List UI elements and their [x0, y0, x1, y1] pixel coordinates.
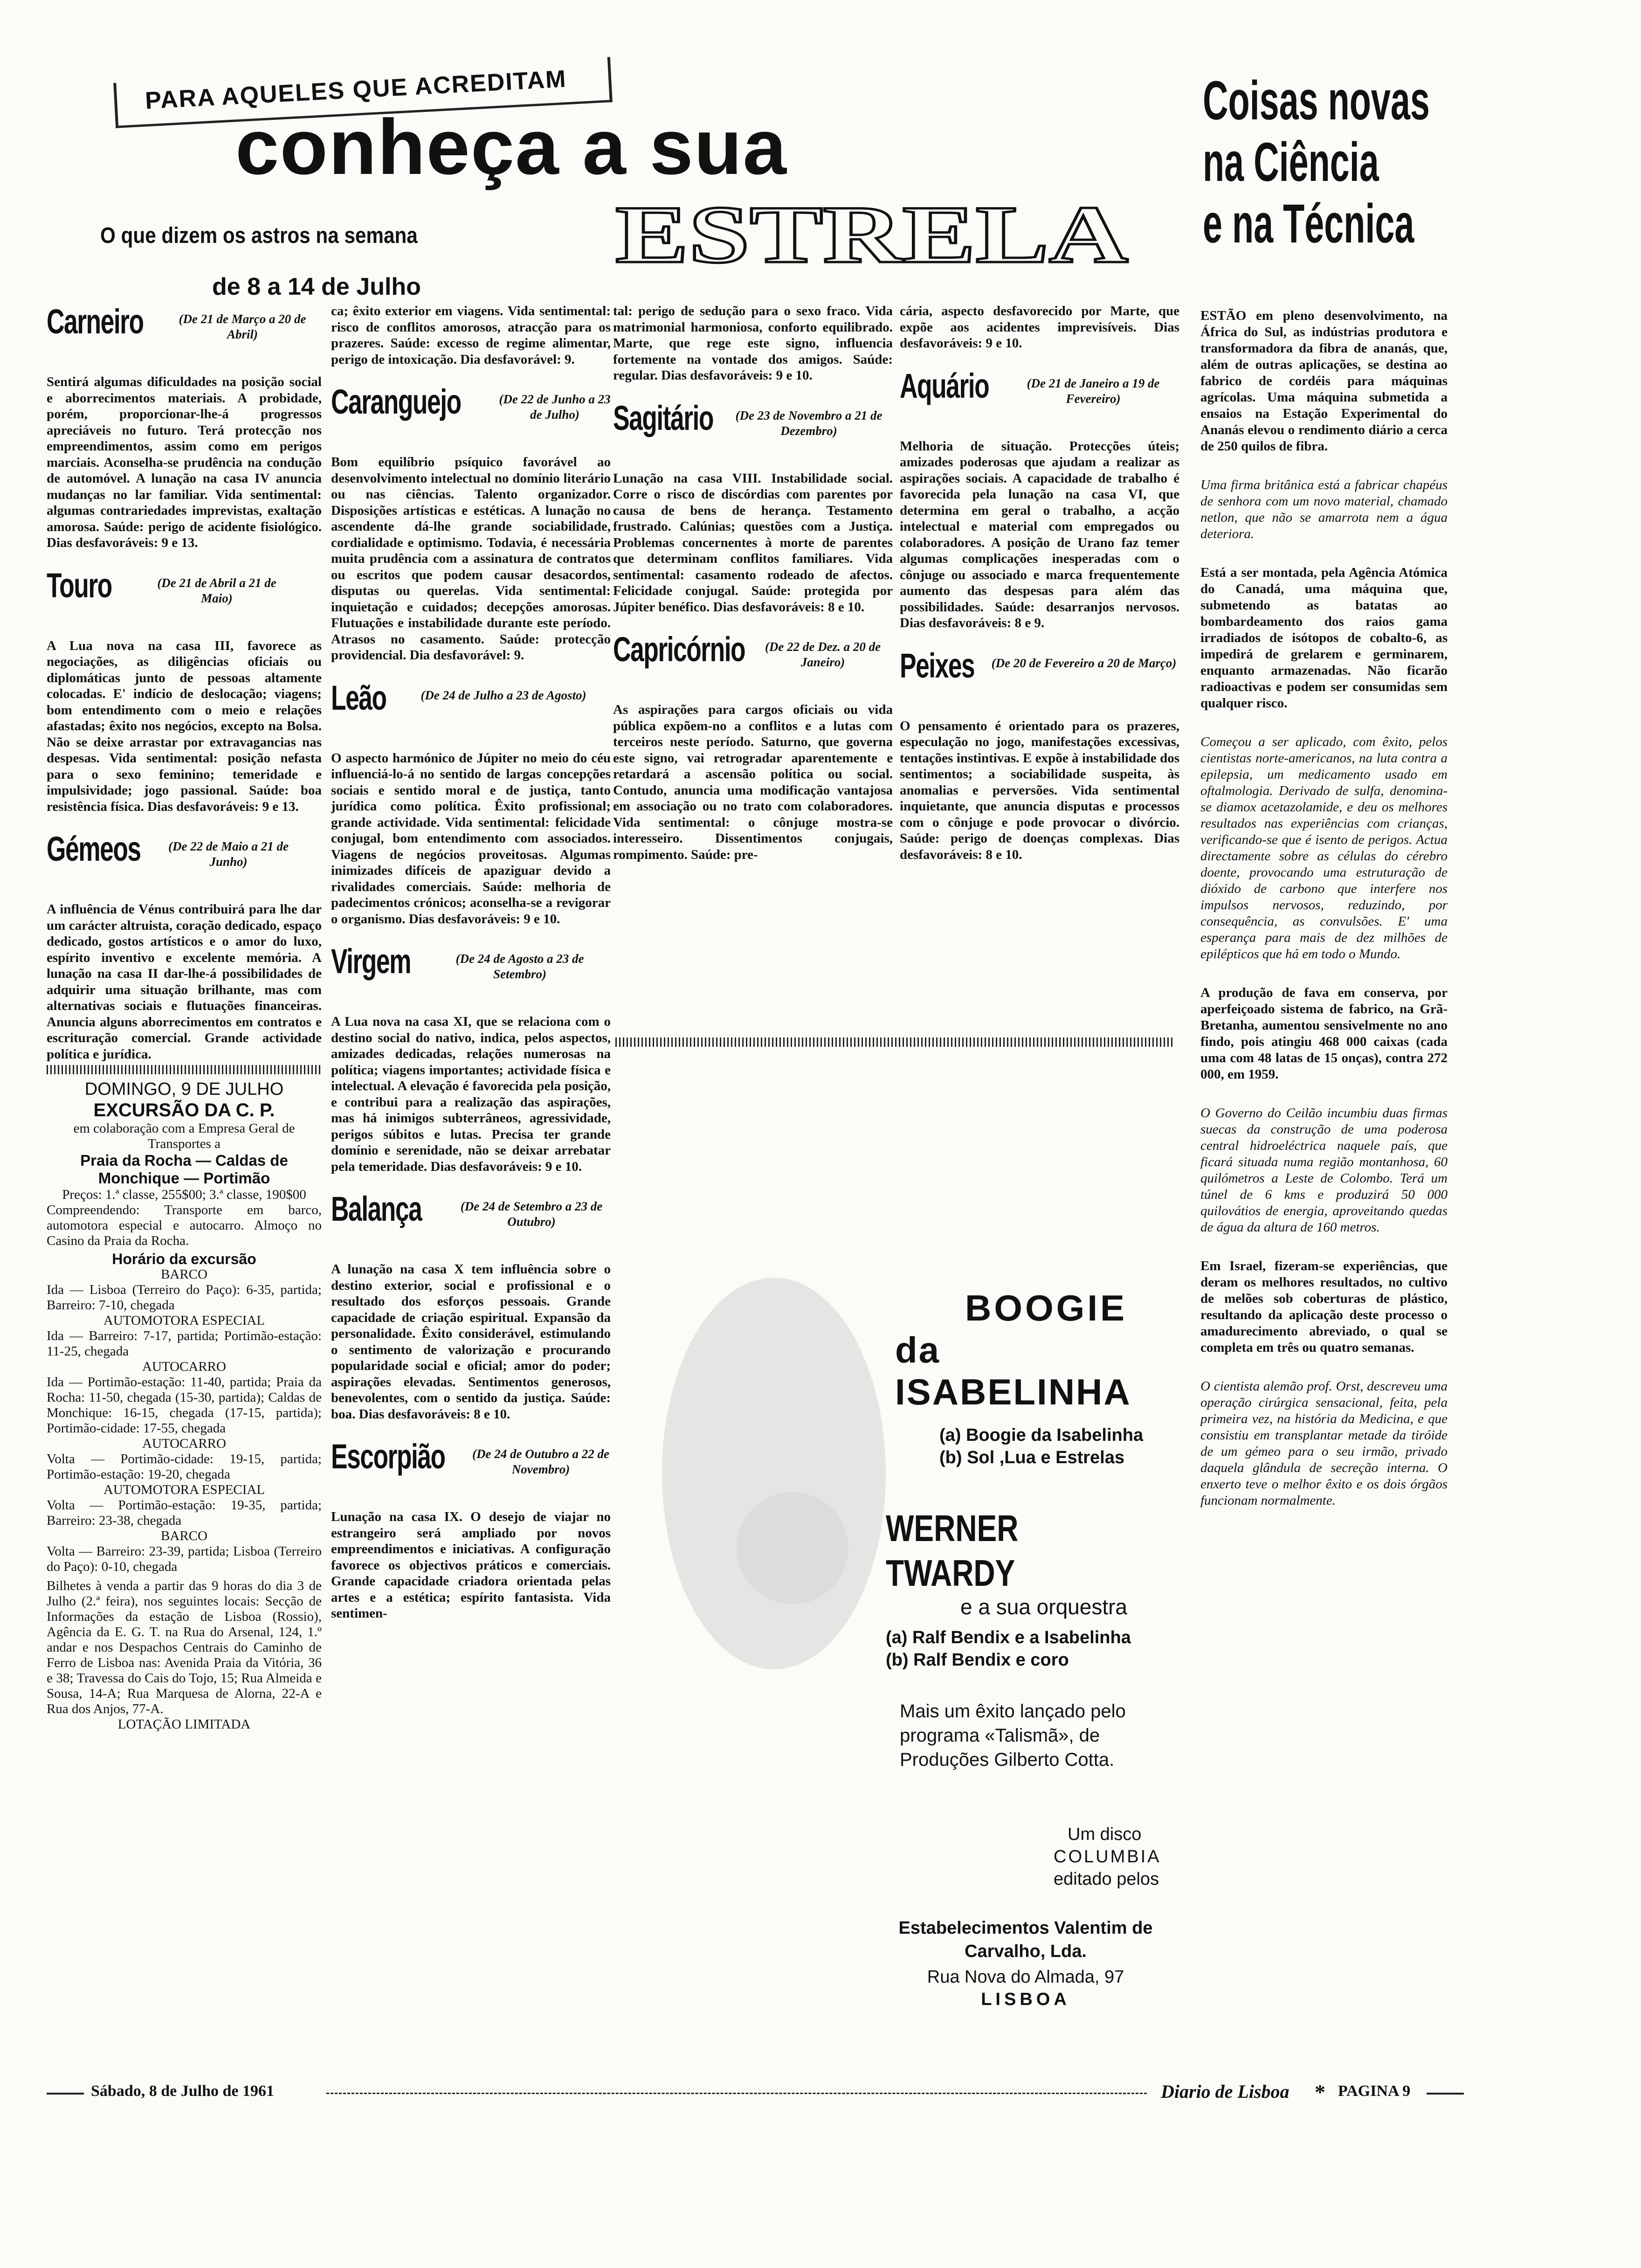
footer-page: PAGINA 9 — [1338, 2082, 1411, 2100]
schedule-mode: AUTOMOTORA ESPECIAL — [103, 1313, 265, 1328]
schedule-mode: AUTOCARRO — [142, 1436, 226, 1451]
record-side-a2: (a) Ralf Bendix e a Isabelinha — [886, 1628, 1131, 1647]
schedule-times: Ida — Barreiro: 7-17, partida; Portimão-estação: 11-25, chegada — [47, 1328, 322, 1359]
schedule-mode: BARCO — [161, 1528, 207, 1543]
science-item: Uma firma britânica está a fabricar chapéus de senhora com um novo material, chamado netlon, que não se amarrota nem a água deteriora. — [1200, 477, 1448, 541]
record-address: Rua Nova do Almada, 97 — [927, 1967, 1124, 1987]
headline-subtitle: O que dizem os astros na semana — [100, 223, 418, 248]
sign-name-leao: Leão — [331, 678, 386, 717]
sign-name-caranguejo: Caranguejo — [331, 382, 461, 421]
sign-dates-leao: (De 24 de Julho a 23 de Agosto) — [421, 688, 586, 702]
sign-dates-gemeos: (De 22 de Maio a 21 de Junho) — [168, 839, 289, 869]
sign-text-sagitario: Lunação na casa VIII. Instabilidade social. Corre o risco de discórdias com parentes por causa de bens de herança. Testamento frustrado. Calúnias; questões com a Justiça. Problemas concernentes à morte de parentes que determinam conflitos familiares. Vida sentimental: casamento rodeado de afectos. Felicidade conjugal. Saúde: protegida por Júpiter benéfico. Dias desfavoráveis: 8 e 10. — [613, 470, 893, 615]
science-item: Está a ser montada, pela Agência Atómica do Canadá, uma máquina que, submetendo as batatas ao bombardeamento dos raios gama irradiados de isótopos de cobalto-6, as impedirá de grelarem e germinarem, enquanto armazenadas. Não ficarão radioactivas e podem ser consumidas sem qualquer risco. — [1200, 565, 1448, 711]
footer-rule-mid — [326, 2093, 1147, 2094]
record-side-b1: (b) Sol ,Lua e Estrelas — [939, 1448, 1124, 1467]
sign-dates-touro: (De 21 de Abril a 21 de Maio) — [157, 575, 276, 605]
footer-star: * — [1315, 2080, 1325, 2104]
excursion-schedule-title: Horário da excursão — [112, 1251, 256, 1267]
sign-name-sagitario: Sagitário — [613, 398, 714, 437]
sign-carneiro — [47, 303, 322, 364]
sign-balanca — [331, 1190, 611, 1251]
estrela-lettering — [615, 196, 1133, 270]
science-item: A produção de fava em conserva, por aperfeiçoado sistema de fabrico, na Grã-Bretanha, aumentou sensivelmente no ano findo, pois atingiu 468 000 caixas (cada uma com 48 latas de 15 onças), contra 272 000, em 1959. — [1200, 985, 1448, 1082]
sign-text-leao: O aspecto harmónico de Júpiter no meio do céu influenciá-lo-á no sentido de largas concepções sociais e sentido moral e de justiça, tanto jurídica como política. Êxito profissional; grande actividade. Vida sentimental: felicidade conjugal, bom entendimento com associados. Viagens de negócios proveitosas. Algumas inimizades difíceis de apaziguar devido a rivalidades comerciais. Saúde: melhoria de padecimentos crónicos; aconselha-se a revigorar o organismo. Dias desfavoráveis: 9 e 10. — [331, 750, 611, 927]
sign-text-aquario-cont: cária, aspecto desfavorecido por Marte, que expõe aos acidentes imprevisíveis. Dias desfavoráveis: 9 e 10. — [900, 304, 1179, 351]
sign-dates-virgem: (De 24 de Agosto a 23 de Setembro) — [455, 952, 584, 981]
schedule-mode: AUTOCARRO — [142, 1359, 226, 1374]
record-photo-graphic — [643, 1212, 904, 1725]
record-artist: WERNER TWARDY — [886, 1507, 1019, 1594]
science-item: Começou a ser aplicado, com êxito, pelos cientistas norte-americanos, na luta contra a epilepsia, um medicamento usado em oftalmologia. Derivado de sulfa, denomina-se diamox acetazolamide, e deu os melhores resultados nas experiências com crianças, verificando-se que é isento de perigos. Actua directamente sobre as células do cérebro doente, provocando uma estruturação de dióxido de carbono que interfere nos impulsos nervosos, reduzindo, por consequência, as convulsões. E' uma esperança para mais de dez milhões de epilépticos que há em todo o Mundo. — [1200, 734, 1448, 961]
sign-text-touro: A Lua nova na casa III, favorece as negociações, as diligências oficiais ou diplomáticas junto de pessoas altamente colocadas. E' indício de deslocação; viagens; bom entendimento com o meio e relações afastadas; êxito nos negócios, excepto na Bolsa. Não se deixe arrastar por extravagancias nas despesas. Vida sentimental: posição nefasta para o sexo feminino; temeridade e impulsividade; jogo passional. Saúde: boa resistência física. Dias desfavoráveis: 9 e 13. — [47, 638, 322, 814]
sign-name-escorpiao: Escorpião — [331, 1437, 445, 1476]
sign-name-aquario: Aquário — [900, 366, 989, 405]
sign-caranguejo — [331, 383, 611, 444]
footer-paper: Diario de Lisboa — [1161, 2081, 1289, 2102]
record-label-3: editado pelos — [1054, 1869, 1159, 1889]
headline-date-range: de 8 a 14 de Julho — [212, 273, 421, 300]
excursion-tickets: Bilhetes à venda a partir das 9 horas do dia 3 de Julho (2.ª feira), nos seguintes locais: Secção de Informações da estação de Lisboa (Rossio), Agência da E. G. T. na Rua do Arsenal, 124, 1.º andar e nos Despachos Centrais do Caminho de Ferro de Lisboa nas: Avenida Praia da Vitória, 36 e 38; Travessa do Cais do Tojo, 15; Rua Almeida e Sousa, 14-A; Rua Marquesa de Alorna, 22-A e Rua dos Anjos, 77-A. — [47, 1578, 322, 1716]
excursion-includes: Compreendendo: Transporte em barco, automotora especial e autocarro. Almoço no Casino da Praia da Rocha. — [47, 1203, 322, 1248]
sign-dates-peixes: (De 20 de Fevereiro a 20 de Março) — [991, 656, 1177, 670]
sign-dates-carneiro: (De 21 de Março a 20 de Abril) — [179, 312, 306, 341]
sign-text-caranguejo-cont: ca; êxito exterior em viagens. Vida sentimental: risco de conflitos amorosos, atracção para os prazeres. Saúde: excesso de regime alimentar, perigo de intoxicação. Dia desfavorável: 9. — [331, 304, 611, 367]
record-ad — [886, 1287, 1184, 2011]
science-header — [1203, 70, 1455, 255]
excursion-collab: em colaboração com a Empresa Geral de Transportes a — [73, 1121, 295, 1151]
excursion-limited: LOTAÇÃO LIMITADA — [117, 1717, 251, 1732]
sign-name-capricornio: Capricórnio — [613, 630, 745, 669]
headline-title: conheça a sua — [235, 103, 787, 191]
schedule-times: Volta — Portimão-cidade: 19-15, partida; Portimão-estação: 19-20, chegada — [47, 1452, 322, 1482]
column-1 — [47, 303, 322, 1732]
sign-gemeos — [47, 830, 322, 891]
sign-leao — [331, 679, 611, 740]
record-company: Estabelecimentos Valentim de Carvalho, Lda. — [898, 1918, 1153, 1961]
footer — [47, 2080, 1464, 2108]
footer-date: Sábado, 8 de Julho de 1961 — [91, 2082, 274, 2100]
science-items — [1200, 308, 1448, 1531]
excursion-schedule — [47, 1267, 322, 1575]
schedule-times: Ida — Portimão-estação: 11-40, partida; Praia da Rocha: 11-50, chegada (15-30, partida); Caldas de Monchique: 16-15, chegada (17-15, partida); Portimão-cidade: 17-55, chegada — [47, 1375, 322, 1436]
sign-name-balanca: Balança — [331, 1189, 422, 1228]
sign-text-gemeos: A influência de Vénus contribuirá para lhe dar um carácter altruista, coração dedicado, espaço dedicado, gostos artísticos e o amor do luxo, espírito inventivo e excelente memória. A lunação na casa II dar-lhe-á possibilidades de adquirir uma situação brilhante, mas com alternativas sociais e flutuações financeiras. Anuncia alguns aborrecimentos em contratos e escrituração comercial. Grande actividade política e jurídica. — [47, 902, 322, 1062]
record-title-1: BOOGIE — [965, 1287, 1128, 1328]
sign-aquario — [900, 367, 1179, 428]
science-title-2: na Ciência — [1203, 131, 1379, 193]
schedule-mode: BARCO — [161, 1267, 207, 1282]
sign-text-aquario: Melhoria de situação. Protecções úteis; amizades poderosas que ajudam a realizar as aspirações sociais. A capacidade de trabalho é favorecida pela lunação na casa VI, que determina em geral o trabalho, a acção intelectual e material com empregados ou colaboradores. A posição de Urano faz temer algumas complicações inesperadas com o cônjuge ou associado e marca frequentemente aumento das despesas para além das possibilidades. Saúde: desarranjos nervosos. Dias desfavoráveis: 8 e 9. — [900, 438, 1179, 630]
schedule-times: Ida — Lisboa (Terreiro do Paço): 6-35, partida; Barreiro: 7-10, chegada — [47, 1282, 322, 1313]
hatch-rule-2 — [615, 1037, 1175, 1047]
schedule-times: Volta — Portimão-estação: 19-35, partida; Barreiro: 23-38, chegada — [47, 1498, 322, 1528]
estrela-word: ESTRELA — [615, 196, 1128, 270]
sign-sagitario — [613, 400, 893, 460]
sign-text-peixes: O pensamento é orientado para os prazeres, especulação no jogo, manifestações excessivas, tentações instintivas. E expõe à instabilidade dos sentimentos; a sociabilidade suspeita, às anomalias e perversões. Vida sentimental inquietante, que anuncia disputas e processos com o cônjuge e pode provocar o divórcio. Saúde: perigo de doenças complexas. Dias desfavoráveis: 8 e 10. — [900, 718, 1179, 862]
sign-dates-caranguejo: (De 22 de Junho a 23 de Julho) — [499, 392, 611, 422]
schedule-mode: AUTOMOTORA ESPECIAL — [103, 1482, 265, 1497]
footer-rule-left — [47, 2093, 84, 2095]
column-4 — [900, 303, 1179, 865]
sign-name-peixes: Peixes — [900, 646, 975, 685]
record-photo — [643, 1212, 904, 1725]
record-side-a1: (a) Boogie da Isabelinha — [939, 1425, 1144, 1445]
science-title-3: e na Técnica — [1203, 193, 1414, 255]
schedule-times: Volta — Barreiro: 23-39, partida; Lisboa (Terreiro do Paço): 0-10, chegada — [47, 1544, 322, 1574]
sign-dates-capricornio: (De 22 de Dez. a 20 de Janeiro) — [765, 640, 881, 669]
sign-text-caranguejo: Bom equilíbrio psíquico favorável ao desenvolvimento intelectual no domínio literário ou nas ciências. Talento organizador. Disposições artísticas e estéticas. A lunação no ascendente dá-lhe grande sociabilidade, cordialidade e optimismo. Todavia, é necessária muita prudência com a assinatura de contratos ou escritos que podem causar desacordos, disputas ou querelas. Vida sentimental: inquietação e cuidados; decepções amorosas. Flutuações e instabilidade durante este período. Atrasos no casamento. Saúde: protecção providencial. Dia desfavorável: 9. — [331, 455, 611, 663]
hatch-rule — [47, 1065, 322, 1074]
record-title-2: da ISABELINHA — [895, 1329, 1131, 1412]
excursion-title: EXCURSÃO DA C. P. — [93, 1100, 275, 1120]
sign-text-sagitario-cont: tal: perigo de sedução para o sexo fraco. Vida matrimonial harmoniosa, conforto equilibrado. Marte, que rege este signo, influencia fortemente na vontade dos amigos. Saúde: regular. Dias desfavoráveis: 9 e 10. — [613, 304, 893, 383]
science-item: O Governo do Ceilão incumbiu duas firmas suecas da construção de uma poderosa central hidroeléctrica naquele país, que ficará situada numa região montanhosa, 60 quilómetros a Leste de Colombo. Terá um túnel de 6 kms e produzirá 50 000 quilovátios de energia, aproveitando quedas de água da altura de 160 metros. — [1200, 1106, 1448, 1235]
sign-text-escorpiao: Lunação na casa IX. O desejo de viajar no estrangeiro será ampliado por novos empreendimentos e iniciativas. A configuração favorece os objectivos práticos e comerciais. Grande capacidade criadora orientada pelas artes e a estética; espírito fantasista. Vida sentimen- — [331, 1509, 611, 1621]
sign-dates-aquario: (De 21 de Janeiro a 19 de Fevereiro) — [1027, 376, 1160, 406]
column-2 — [331, 303, 611, 1625]
sign-touro — [47, 567, 322, 628]
sign-text-virgem: A Lua nova na casa XI, que se relaciona com o destino social do nativo, indica, pelos aspectos, amizades dedicadas, relações numerosas na política; viagens importantes; actividade física e intelectual. A elevação é favorecida pela posição, e contribui para a realização das aspirações, mas há inimigos subterrâneos, agressividade, perigos súbitos e lutas. Precisa ter grande domínio e serenidade, não se deixar arrebatar pela temeridade. Dias desfavoráveis: 9 e 10. — [331, 1014, 611, 1174]
record-side-b2: (b) Ralf Bendix e coro — [886, 1650, 1069, 1670]
sign-peixes — [900, 647, 1179, 708]
record-label-1: Um disco — [1068, 1825, 1142, 1844]
sign-text-carneiro: Sentirá algumas dificuldades na posição social e aborrecimentos materiais. A probidade, porém, proporcionar-lhe-á progressos apreciáveis no futuro. Terá protecção nos empreendimentos, assim como em perigos marciais. Aconselha-se prudência na condução de automóvel. A lunação na casa IV anuncia mudanças no lar familiar. Vida sentimental: algumas contrariedades imprevistas, exaltação amorosa. Saúde: perigo de acidente fisiológico. Dias desfavoráveis: 9 e 13. — [47, 374, 322, 550]
sign-name-virgem: Virgem — [331, 942, 411, 981]
science-item: ESTÃO em pleno desenvolvimento, na África do Sul, as indústrias produtora e transformadora da fibra de ananás, que, além de outras aplicações, se destina ao fabrico de cordéis para máquinas agrícolas. Uma máquina submetida a ensaios na Estação Experimental do Ananás elevou o rendimento diário a cerca de 250 quilos de fibra. — [1200, 308, 1448, 454]
science-title-1: Coisas novas — [1203, 70, 1430, 131]
excursion-date: DOMINGO, 9 DE JULHO — [84, 1079, 284, 1099]
sign-text-capricornio: As aspirações para cargos oficiais ou vida pública expõem-no a conflitos e a lutas com terceiros neste período. Saturno, que governa este signo, vai retrogradar aparentemente e retardará a ascensão política ou social. Contudo, anuncia uma modificação vantajosa em associação ou no trato com colaboradores. Vida sentimental: o cônjuge mostra-se interesseiro. Dissentimentos conjugais, rompimento. Saúde: pre- — [613, 702, 893, 862]
excursion-destination: Praia da Rocha — Caldas de Monchique — Portimão — [80, 1152, 288, 1187]
record-promo: Mais um êxito lançado pelo programa «Talismã», de Produções Gilberto Cotta. — [900, 1701, 1126, 1770]
sign-capricornio — [613, 631, 893, 691]
headline-estrela — [615, 196, 1133, 270]
sign-virgem — [331, 943, 611, 1003]
kicker-text: PARA AQUELES QUE ACREDITAM — [144, 65, 567, 115]
sign-name-carneiro: Carneiro — [47, 302, 144, 341]
excursion-box — [47, 1079, 322, 1732]
record-label-2: COLUMBIA — [1054, 1847, 1161, 1867]
sign-text-balanca: A lunação na casa X tem influência sobre o destino exterior, social e profissional e o resultado dos esforços pessoais. Grande capacidade de criação espiritual. Expansão da personalidade. Êxito considerável, estimulando o sentimento de valorização e procurando popularidade social e oficial; amor do poder; aspirações elevadas. Sentimentos generosos, benevolentes, com o sentido da justiça. Saúde: boa. Dias desfavoráveis: 8 e 10. — [331, 1262, 611, 1422]
sign-name-gemeos: Gémeos — [47, 830, 141, 868]
record-orchestra: e a sua orquestra — [960, 1595, 1128, 1619]
science-item: Em Israel, fizeram-se experiências, que deram os melhores resultados, no cultivo de melões sob coberturas de plástico, resultando da aplicação deste processo o amadurecimento abreviado, o qual se completa em três ou quatro semanas. — [1200, 1258, 1448, 1355]
column-3 — [613, 303, 893, 865]
sign-dates-sagitario: (De 23 de Novembro a 21 de Dezembro) — [735, 408, 883, 438]
sign-name-touro: Touro — [47, 566, 112, 605]
sign-escorpiao — [331, 1438, 611, 1499]
record-city: LISBOA — [981, 1990, 1070, 2009]
sign-dates-balanca: (De 24 de Setembro a 23 de Outubro) — [460, 1199, 603, 1229]
footer-rule-right — [1427, 2093, 1464, 2095]
science-item: O cientista alemão prof. Orst, descreveu uma operação cirúrgica sensacional, feita, pela primeira vez, na história da Medicina, e que consistiu em transplantar metade da tiróide de um gémeo para o seu irmão, privado daquela glândula de secreção interna. O enxerto teve o melhor êxito e os dois órgãos funcionam normalmente. — [1200, 1379, 1448, 1508]
excursion-prices: Preços: 1.ª classe, 255$00; 3.ª classe, 190$00 — [62, 1187, 306, 1202]
sign-dates-escorpiao: (De 24 de Outubro a 22 de Novembro) — [472, 1447, 609, 1476]
